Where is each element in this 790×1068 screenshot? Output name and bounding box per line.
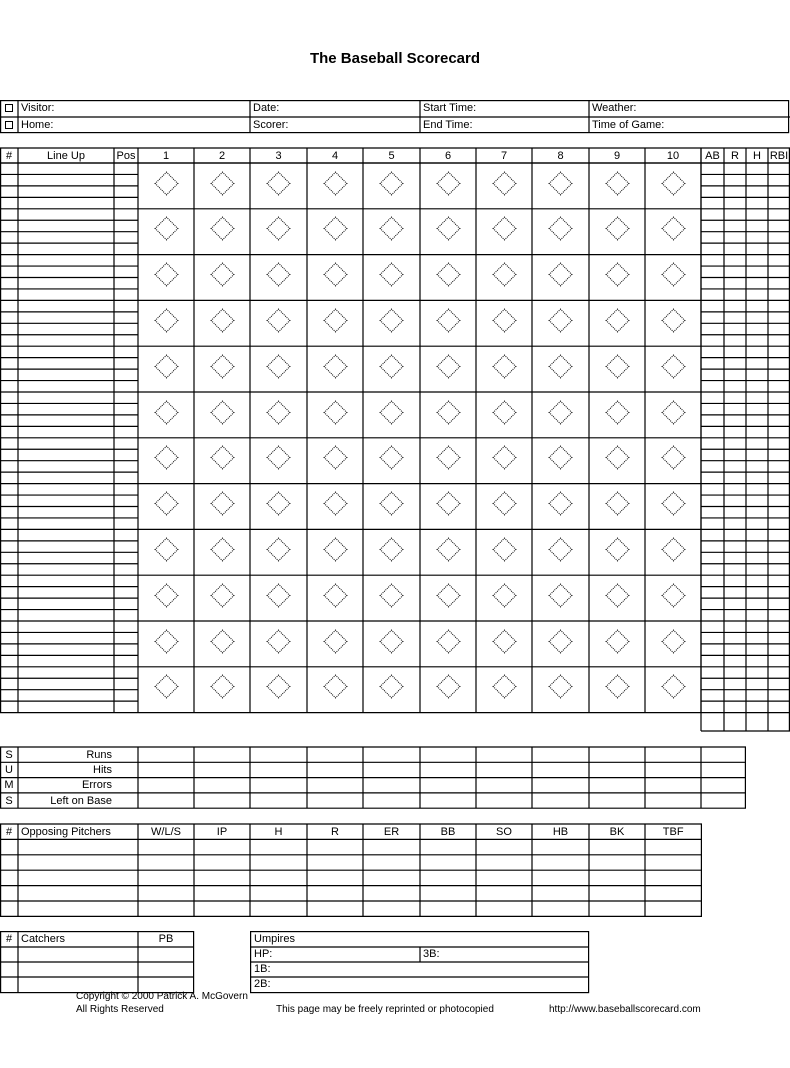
start-time-label: Start Time: [423,102,477,114]
inning-header-10: 10 [666,150,680,162]
inning-header-5: 5 [388,150,395,162]
umpire-2b-label: 2B: [254,978,271,990]
umpire-3b-label: 3B: [423,948,440,960]
hits-label: Hits [93,764,112,776]
strikeouts-header: SO [496,826,512,838]
runs-allowed-header: R [331,826,339,838]
inning-header-3: 3 [275,150,282,162]
rbi-header: RBI [769,150,789,162]
balks-header: BK [609,826,625,838]
opposing-pitchers-header: Opposing Pitchers [21,826,111,838]
inning-header-6: 6 [444,150,452,162]
date-label: Date: [253,102,280,114]
at-bats-header: AB [705,150,720,162]
reprint-notice: This page may be freely reprinted or photocopied [276,1004,494,1015]
wls-header: W/L/S [151,826,181,838]
inning-header-9: 9 [613,150,621,162]
visitor-label: Visitor: [21,102,55,114]
scorer-label: Scorer: [253,119,289,131]
rights-text: All Rights Reserved [76,1004,164,1015]
sums-letter-m: M [4,779,14,791]
runs-header: R [731,150,739,162]
inning-header-2: 2 [218,150,226,162]
time-of-game-label: Time of Game: [592,119,665,131]
sums-letter-u: U [5,764,13,776]
inning-header-7: 7 [500,150,508,162]
passed-balls-header: PB [158,933,174,945]
umpire-1b-label: 1B: [254,963,271,975]
weather-label: Weather: [592,102,637,114]
inning-header-1: 1 [162,150,170,162]
runs-label: Runs [86,749,112,761]
sums-letter-s1: S [5,749,13,761]
left-on-base-label: Left on Base [50,795,112,807]
hit-batsmen-header: HB [552,826,569,838]
copyright-text: Copyright © 2000 Patrick A. McGovern [76,991,248,1002]
end-time-label: End Time: [423,119,473,131]
batters-faced-header: TBF [662,826,684,838]
umpires-header: Umpires [254,933,295,945]
pitcher-number-header: # [5,826,13,838]
catcher-number-header: # [5,933,13,945]
errors-label: Errors [82,779,112,791]
lineup-header: Line Up [47,150,85,162]
walks-header: BB [440,826,456,838]
lineup-number-header: # [5,150,13,162]
catchers-header: Catchers [21,933,66,945]
inning-header-8: 8 [557,150,564,162]
hits-allowed-header: H [274,826,283,838]
position-header: Pos [116,150,136,162]
earned-runs-header: ER [383,826,400,838]
innings-pitched-header: IP [216,826,228,838]
sums-letter-s2: S [5,795,13,807]
umpire-hp-label: HP: [254,948,273,960]
website-url[interactable]: http://www.baseballscorecard.com [549,1004,701,1015]
hits-header: H [753,150,761,162]
inning-header-4: 4 [331,150,339,162]
page-title: The Baseball Scorecard [309,50,481,67]
home-label: Home: [21,119,54,131]
